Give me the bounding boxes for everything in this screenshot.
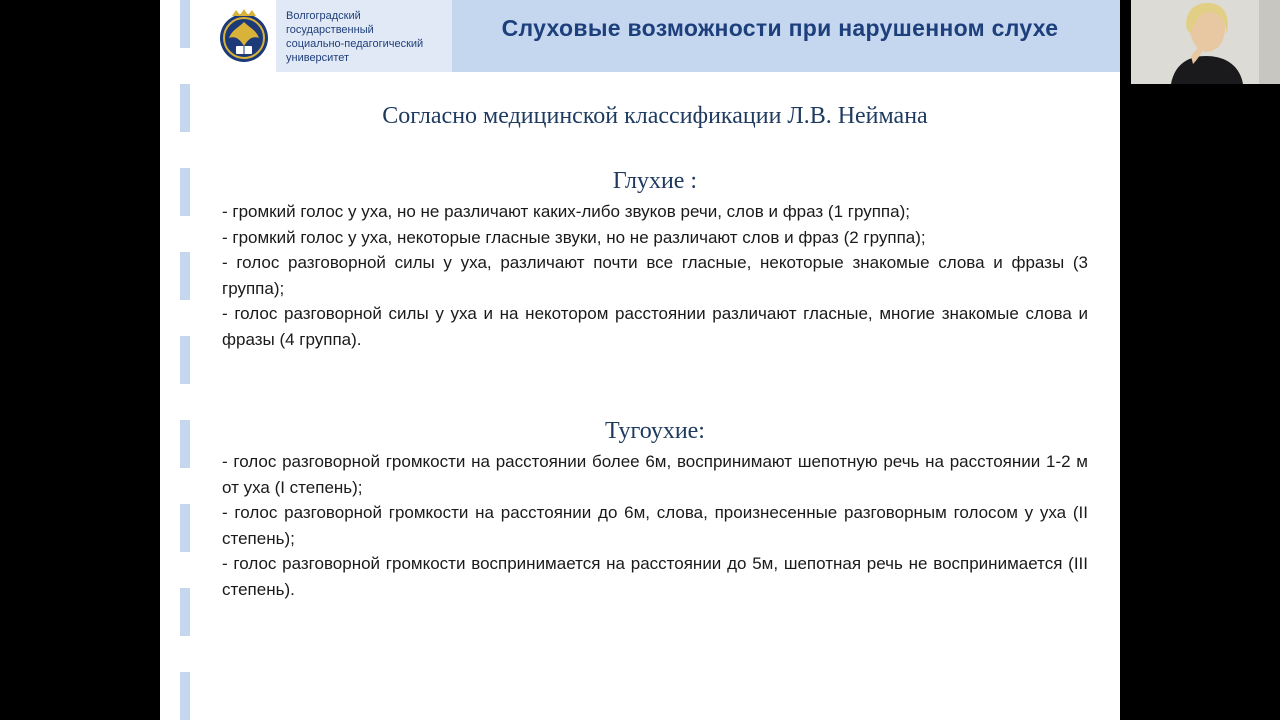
list-item: - голос разговорной громкости на расстоянии до 6м, слова, произнесенные разговорным голосом у уха (II степень); — [222, 503, 1088, 548]
side-stripe — [180, 168, 190, 216]
university-name-line: университет — [286, 52, 350, 64]
university-name-line: государственный — [286, 24, 374, 36]
list-item: - голос разговорной громкости воспринимается на расстоянии до 5м, шепотная речь не воспринимается (III степень). — [222, 554, 1088, 599]
presenter-video-icon — [1131, 0, 1280, 84]
presenter-webcam-feed — [1131, 0, 1280, 84]
presentation-slide — [160, 0, 1120, 720]
deaf-list — [222, 199, 1088, 352]
list-item: - громкий голос у уха, некоторые гласные звуки, но не различают слов и фраз (2 группа); — [222, 227, 926, 247]
side-stripe — [180, 84, 190, 132]
side-stripe — [180, 420, 190, 468]
list-item: - голос разговорной громкости на расстоянии более 6м, воспринимают шепотную речь на расстоянии 1-2 м от уха (I степень); — [222, 452, 1088, 497]
side-stripe — [180, 252, 190, 300]
list-item: - голос разговорной силы у уха, различают почти все гласные, некоторые знакомые слова и фразы (3 группа); — [222, 253, 1088, 298]
university-name-line: социально-педагогический — [286, 38, 424, 50]
hard-of-hearing-heading: Тугоухие: — [605, 418, 705, 444]
side-stripe — [180, 504, 190, 552]
list-item: - голос разговорной силы у уха и на некотором расстоянии различают гласные, многие знакомые слова и фразы (4 группа). — [222, 304, 1088, 349]
side-stripe — [180, 672, 190, 720]
side-stripe — [180, 336, 190, 384]
university-name — [286, 9, 456, 65]
slide-title: Слуховые возможности при нарушенном слухе — [501, 15, 1059, 41]
classification-subtitle: Согласно медицинской классификации Л.В. Неймана — [382, 103, 928, 129]
hard-of-hearing-list — [222, 449, 1088, 602]
university-crest-icon — [218, 8, 270, 64]
decorative-side-stripes — [180, 0, 190, 720]
deaf-heading: Глухие : — [612, 168, 698, 194]
side-stripe — [180, 0, 190, 48]
side-stripe — [180, 588, 190, 636]
university-name-line: Волгоградский — [286, 10, 361, 22]
list-item: - громкий голос у уха, но не различают каких-либо звуков речи, слов и фраз (1 группа); — [222, 202, 910, 221]
